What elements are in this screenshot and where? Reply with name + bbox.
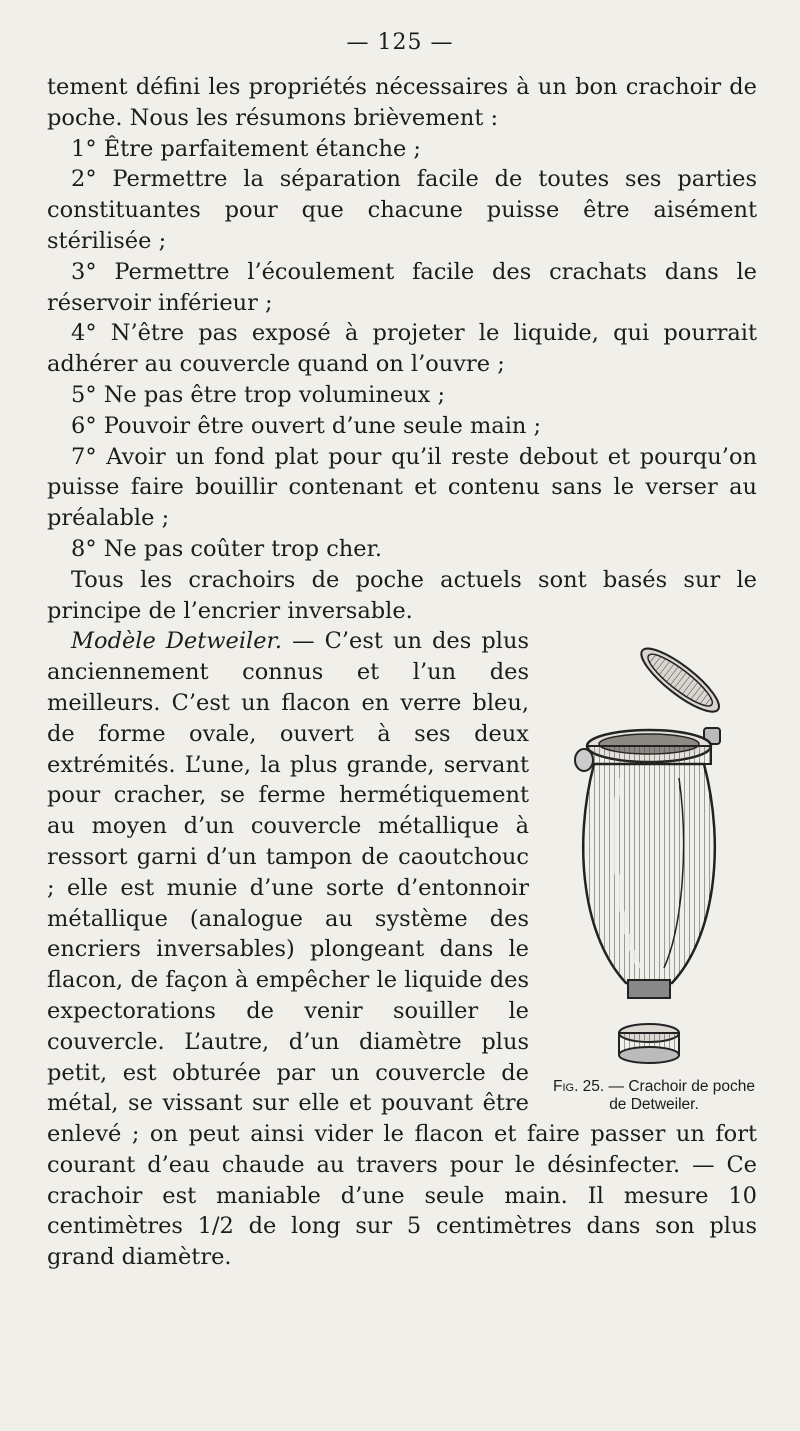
spittoon-illustration xyxy=(564,628,744,1068)
requirements-list xyxy=(47,134,757,565)
requirement-item: 4° N’être pas exposé à projeter le liquide, qui pourrait adhérer au couvercle quand on l’ouvre ; xyxy=(47,320,757,378)
intro-paragraph: tement défini les propriétés nécessaires à un bon crachoir de poche. Nous les résumons brièvement : xyxy=(47,74,757,131)
requirement-item: 8° Ne pas coûter trop cher. xyxy=(71,535,383,562)
principle-paragraph: Tous les crachoirs de poche actuels sont basés sur le principe de l’encrier inversable. xyxy=(47,566,757,624)
figure-caption xyxy=(543,1078,765,1114)
figure-25 xyxy=(543,628,765,1114)
requirement-item: 3° Permettre l’écoulement facile des crachats dans le réservoir inférieur ; xyxy=(47,258,757,316)
requirement-item: 5° Ne pas être trop volumineux ; xyxy=(71,381,446,408)
requirement-item: 1° Être parfaitement étanche ; xyxy=(71,135,422,162)
figure-caption-text: — Crachoir de poche de Detweiler. xyxy=(604,1078,756,1114)
requirement-item: 2° Permettre la séparation facile de toutes ses parties constituantes pour que chacune puisse être aisément stérilisée ; xyxy=(47,166,757,254)
page-number: — 125 — xyxy=(346,30,454,55)
requirement-item: 7° Avoir un fond plat pour qu’il reste debout et pourqu’on puisse faire bouillir contenant et contenu sans le verser au préalable ; xyxy=(47,443,757,532)
figure-label: Fig. 25. xyxy=(552,1078,605,1096)
model-text: — C’est un des plus anciennement connus et l’un des meilleurs. C’est un flacon en verre bleu, de forme ovale, ouvert à ses deux extrémités. L’une, la plus grande, servant pour cracher, se ferme hermétiquement au moyen d’un couvercle métallique à ressort garni d’un tampon de caoutchouc ; elle est munie d’une sorte d’entonnoir métallique (analogue au système des encriers inversables) plongeant dans le flacon, de façon à empêcher le liquide des expectorations de venir souiller le couvercle. L’autre, d’un diamètre plus petit, est obturée par un couvercle de métal, se vissant sur elle et pouvant être enlevé ; on peut ainsi vider le flacon et faire passer un fort courant d’eau chaude au travers pour le désinfecter. — Ce crachoir est maniable d’une seule main. Il mesure 10 centimètres 1/2 de long sur 5 centimètres dans son plus grand diamètre. xyxy=(47,628,757,1271)
page-body xyxy=(47,72,757,1273)
requirement-item: 6° Pouvoir être ouvert d’une seule main ; xyxy=(71,412,542,439)
model-heading: Modèle Detweiler. xyxy=(71,628,282,655)
